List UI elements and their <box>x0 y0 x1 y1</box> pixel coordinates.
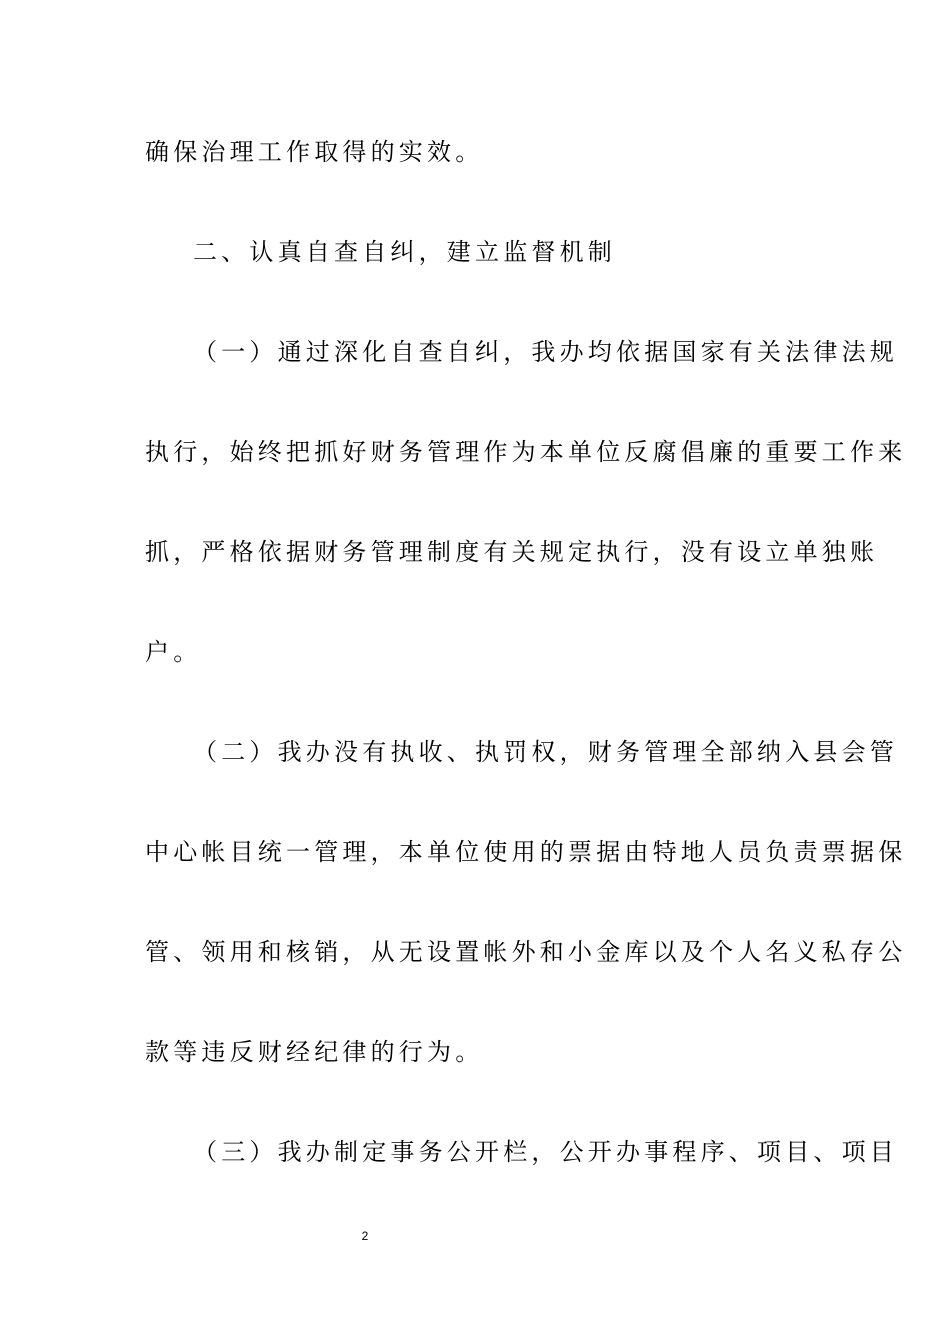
text-line-8: 中心帐目统一管理，本单位使用的票据由特地人员负责票据保 <box>145 838 907 866</box>
text-line-5: 抓，严格依据财务管理制度有关规定执行，没有设立单独账 <box>145 538 879 566</box>
text-line-4: 执行，始终把抓好财务管理作为本单位反腐倡廉的重要工作来 <box>145 438 907 466</box>
text-line-11: （三）我办制定事务公开栏，公开办事程序、项目、项目 <box>193 1138 898 1166</box>
text-line-1: 确保治理工作取得的实效。 <box>145 138 484 166</box>
text-line-6: 户。 <box>145 638 202 666</box>
page-number: 2 <box>361 1229 369 1243</box>
section-heading: 二、认真自查自纠，建立监督机制 <box>193 238 616 266</box>
text-line-10: 款等违反财经纪律的行为。 <box>145 1038 484 1066</box>
text-line-9: 管、领用和核销，从无设置帐外和小金库以及个人名义私存公 <box>145 938 907 966</box>
text-line-7: （二）我办没有执收、执罚权，财务管理全部纳入县会管 <box>193 738 898 766</box>
text-line-3: （一）通过深化自查自纠，我办均依据国家有关法律法规 <box>193 338 898 366</box>
